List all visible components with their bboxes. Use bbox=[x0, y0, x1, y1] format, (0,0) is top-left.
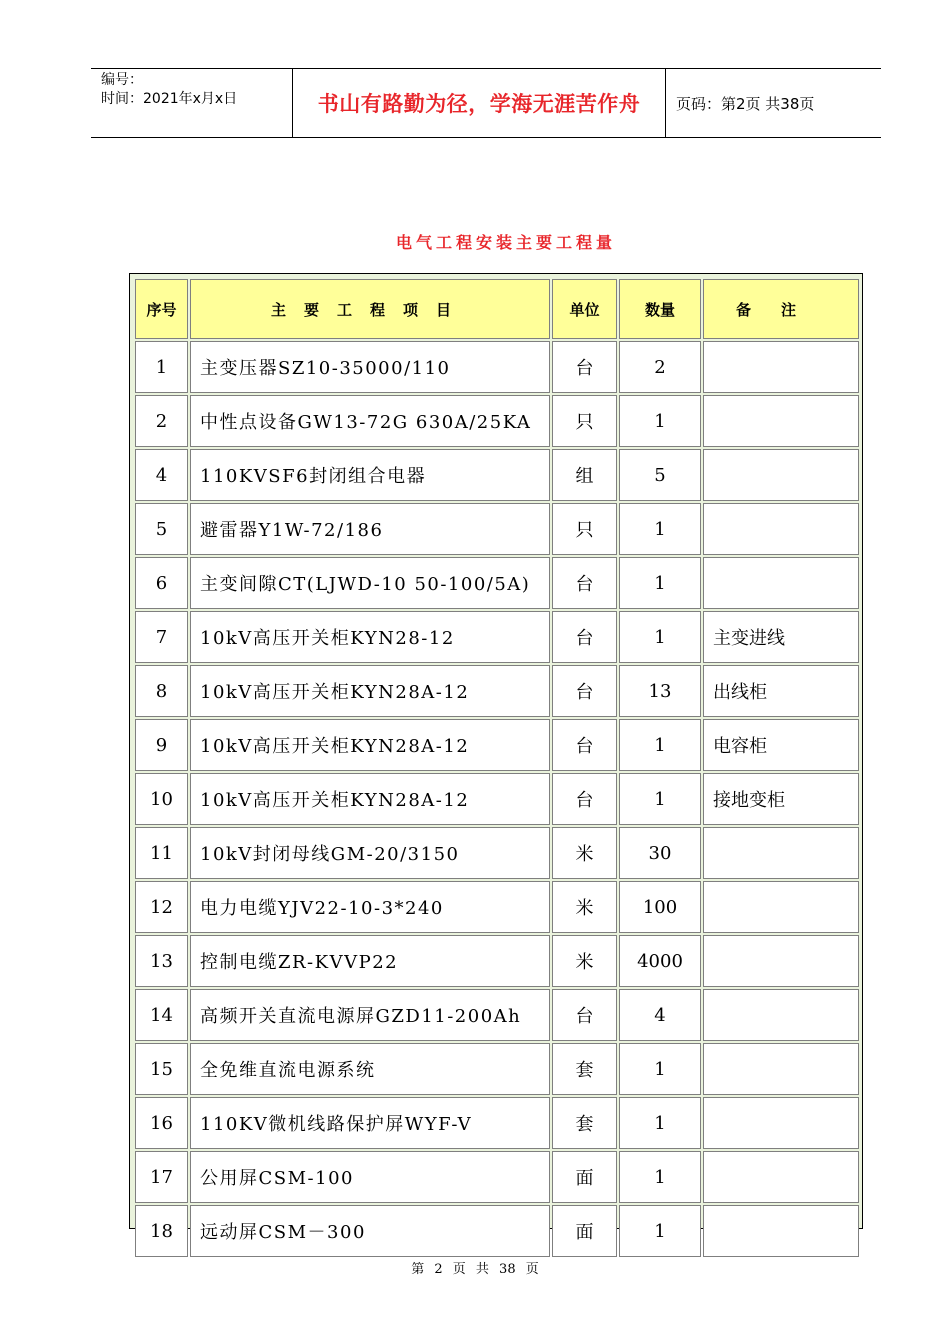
row-qty: 1 bbox=[619, 1097, 701, 1149]
row-no: 18 bbox=[135, 1205, 188, 1257]
row-item-name: 110KVSF6封闭组合电器 bbox=[190, 449, 550, 501]
row-note bbox=[703, 1151, 859, 1203]
row-no: 9 bbox=[135, 719, 188, 771]
row-item-name: 主变间隙CT(LJWD-10 50-100/5A) bbox=[190, 557, 550, 609]
row-qty: 2 bbox=[619, 341, 701, 393]
row-unit: 套 bbox=[552, 1097, 617, 1149]
row-qty: 100 bbox=[619, 881, 701, 933]
row-item-name: 电力电缆YJV22-10-3*240 bbox=[190, 881, 550, 933]
row-item-name: 远动屏CSM－300 bbox=[190, 1205, 550, 1257]
table-row bbox=[135, 665, 859, 717]
row-unit: 面 bbox=[552, 1151, 617, 1203]
row-unit: 台 bbox=[552, 557, 617, 609]
row-qty: 1 bbox=[619, 557, 701, 609]
row-qty: 1 bbox=[619, 719, 701, 771]
row-item-name: 避雷器Y1W-72/186 bbox=[190, 503, 550, 555]
row-item-name: 10kV高压开关柜KYN28A-12 bbox=[190, 773, 550, 825]
quantities-table bbox=[133, 277, 861, 1259]
table-row bbox=[135, 773, 859, 825]
row-item-name: 10kV封闭母线GM-20/3150 bbox=[190, 827, 550, 879]
row-item-name: 10kV高压开关柜KYN28A-12 bbox=[190, 719, 550, 771]
row-note bbox=[703, 503, 859, 555]
table-row bbox=[135, 449, 859, 501]
row-unit: 台 bbox=[552, 989, 617, 1041]
row-unit: 面 bbox=[552, 1205, 617, 1257]
table-row bbox=[135, 341, 859, 393]
row-note bbox=[703, 395, 859, 447]
motto-text: 书山有路勤为径，学海无涯苦作舟 bbox=[317, 92, 641, 116]
time-label: 时间：2021年x月x日 bbox=[101, 91, 238, 107]
row-qty: 30 bbox=[619, 827, 701, 879]
table-row bbox=[135, 719, 859, 771]
row-note: 主变进线 bbox=[703, 611, 859, 663]
serial-label: 编号： bbox=[101, 72, 143, 88]
header-meta bbox=[91, 69, 293, 137]
row-no: 6 bbox=[135, 557, 188, 609]
table-row bbox=[135, 557, 859, 609]
table-row bbox=[135, 611, 859, 663]
row-note bbox=[703, 935, 859, 987]
row-item-name: 10kV高压开关柜KYN28A-12 bbox=[190, 665, 550, 717]
row-qty: 1 bbox=[619, 503, 701, 555]
row-unit: 米 bbox=[552, 881, 617, 933]
col-header-qty: 数量 bbox=[619, 279, 701, 339]
row-item-name: 中性点设备GW13-72G 630A/25KA bbox=[190, 395, 550, 447]
table-row bbox=[135, 1205, 859, 1257]
col-header-name: 主要工程项目 bbox=[190, 279, 550, 339]
row-no: 5 bbox=[135, 503, 188, 555]
row-note: 出线柜 bbox=[703, 665, 859, 717]
page-footer: 第 2 页 共 38 页 bbox=[411, 1262, 539, 1277]
row-note bbox=[703, 1043, 859, 1095]
document-title: 电气工程安装主要工程量 bbox=[395, 233, 616, 252]
page-info-text: 页码：第2页 共38页 bbox=[676, 94, 815, 113]
row-no: 4 bbox=[135, 449, 188, 501]
row-no: 8 bbox=[135, 665, 188, 717]
table-row bbox=[135, 989, 859, 1041]
row-item-name: 10kV高压开关柜KYN28-12 bbox=[190, 611, 550, 663]
row-no: 2 bbox=[135, 395, 188, 447]
row-note bbox=[703, 1205, 859, 1257]
row-qty: 4 bbox=[619, 989, 701, 1041]
page-header bbox=[91, 68, 881, 138]
row-item-name: 110KV微机线路保护屏WYF-V bbox=[190, 1097, 550, 1149]
row-note: 电容柜 bbox=[703, 719, 859, 771]
row-no: 16 bbox=[135, 1097, 188, 1149]
row-qty: 1 bbox=[619, 773, 701, 825]
table-row bbox=[135, 1097, 859, 1149]
row-item-name: 控制电缆ZR-KVVP22 bbox=[190, 935, 550, 987]
table-row bbox=[135, 395, 859, 447]
row-qty: 4000 bbox=[619, 935, 701, 987]
row-item-name: 高频开关直流电源屏GZD11-200Ah bbox=[190, 989, 550, 1041]
row-unit: 台 bbox=[552, 611, 617, 663]
row-item-name: 公用屏CSM-100 bbox=[190, 1151, 550, 1203]
table-row bbox=[135, 881, 859, 933]
header-motto bbox=[293, 69, 666, 137]
row-no: 1 bbox=[135, 341, 188, 393]
row-note bbox=[703, 341, 859, 393]
row-no: 14 bbox=[135, 989, 188, 1041]
row-unit: 套 bbox=[552, 1043, 617, 1095]
col-header-note: 备注 bbox=[703, 279, 859, 339]
table-row bbox=[135, 503, 859, 555]
table-row bbox=[135, 1043, 859, 1095]
row-qty: 1 bbox=[619, 611, 701, 663]
row-note bbox=[703, 1097, 859, 1149]
col-header-unit: 单位 bbox=[552, 279, 617, 339]
row-note bbox=[703, 827, 859, 879]
row-qty: 1 bbox=[619, 395, 701, 447]
row-note bbox=[703, 881, 859, 933]
row-unit: 米 bbox=[552, 827, 617, 879]
row-item-name: 主变压器SZ10-35000/110 bbox=[190, 341, 550, 393]
row-qty: 5 bbox=[619, 449, 701, 501]
table-header-row bbox=[135, 279, 859, 339]
row-no: 10 bbox=[135, 773, 188, 825]
row-unit: 组 bbox=[552, 449, 617, 501]
row-unit: 台 bbox=[552, 341, 617, 393]
table-row bbox=[135, 827, 859, 879]
row-no: 17 bbox=[135, 1151, 188, 1203]
row-unit: 只 bbox=[552, 395, 617, 447]
table-row bbox=[135, 935, 859, 987]
row-no: 11 bbox=[135, 827, 188, 879]
row-qty: 1 bbox=[619, 1151, 701, 1203]
row-no: 7 bbox=[135, 611, 188, 663]
row-no: 13 bbox=[135, 935, 188, 987]
row-no: 15 bbox=[135, 1043, 188, 1095]
header-page-info bbox=[666, 69, 881, 137]
row-note bbox=[703, 989, 859, 1041]
table-row bbox=[135, 1151, 859, 1203]
row-item-name: 全免维直流电源系统 bbox=[190, 1043, 550, 1095]
row-no: 12 bbox=[135, 881, 188, 933]
quantities-table-frame bbox=[129, 273, 863, 1243]
row-unit: 米 bbox=[552, 935, 617, 987]
col-header-no: 序号 bbox=[135, 279, 188, 339]
row-note bbox=[703, 557, 859, 609]
row-qty: 13 bbox=[619, 665, 701, 717]
row-unit: 台 bbox=[552, 773, 617, 825]
row-unit: 台 bbox=[552, 719, 617, 771]
row-unit: 只 bbox=[552, 503, 617, 555]
row-qty: 1 bbox=[619, 1043, 701, 1095]
row-note: 接地变柜 bbox=[703, 773, 859, 825]
row-qty: 1 bbox=[619, 1205, 701, 1257]
row-unit: 台 bbox=[552, 665, 617, 717]
row-note bbox=[703, 449, 859, 501]
